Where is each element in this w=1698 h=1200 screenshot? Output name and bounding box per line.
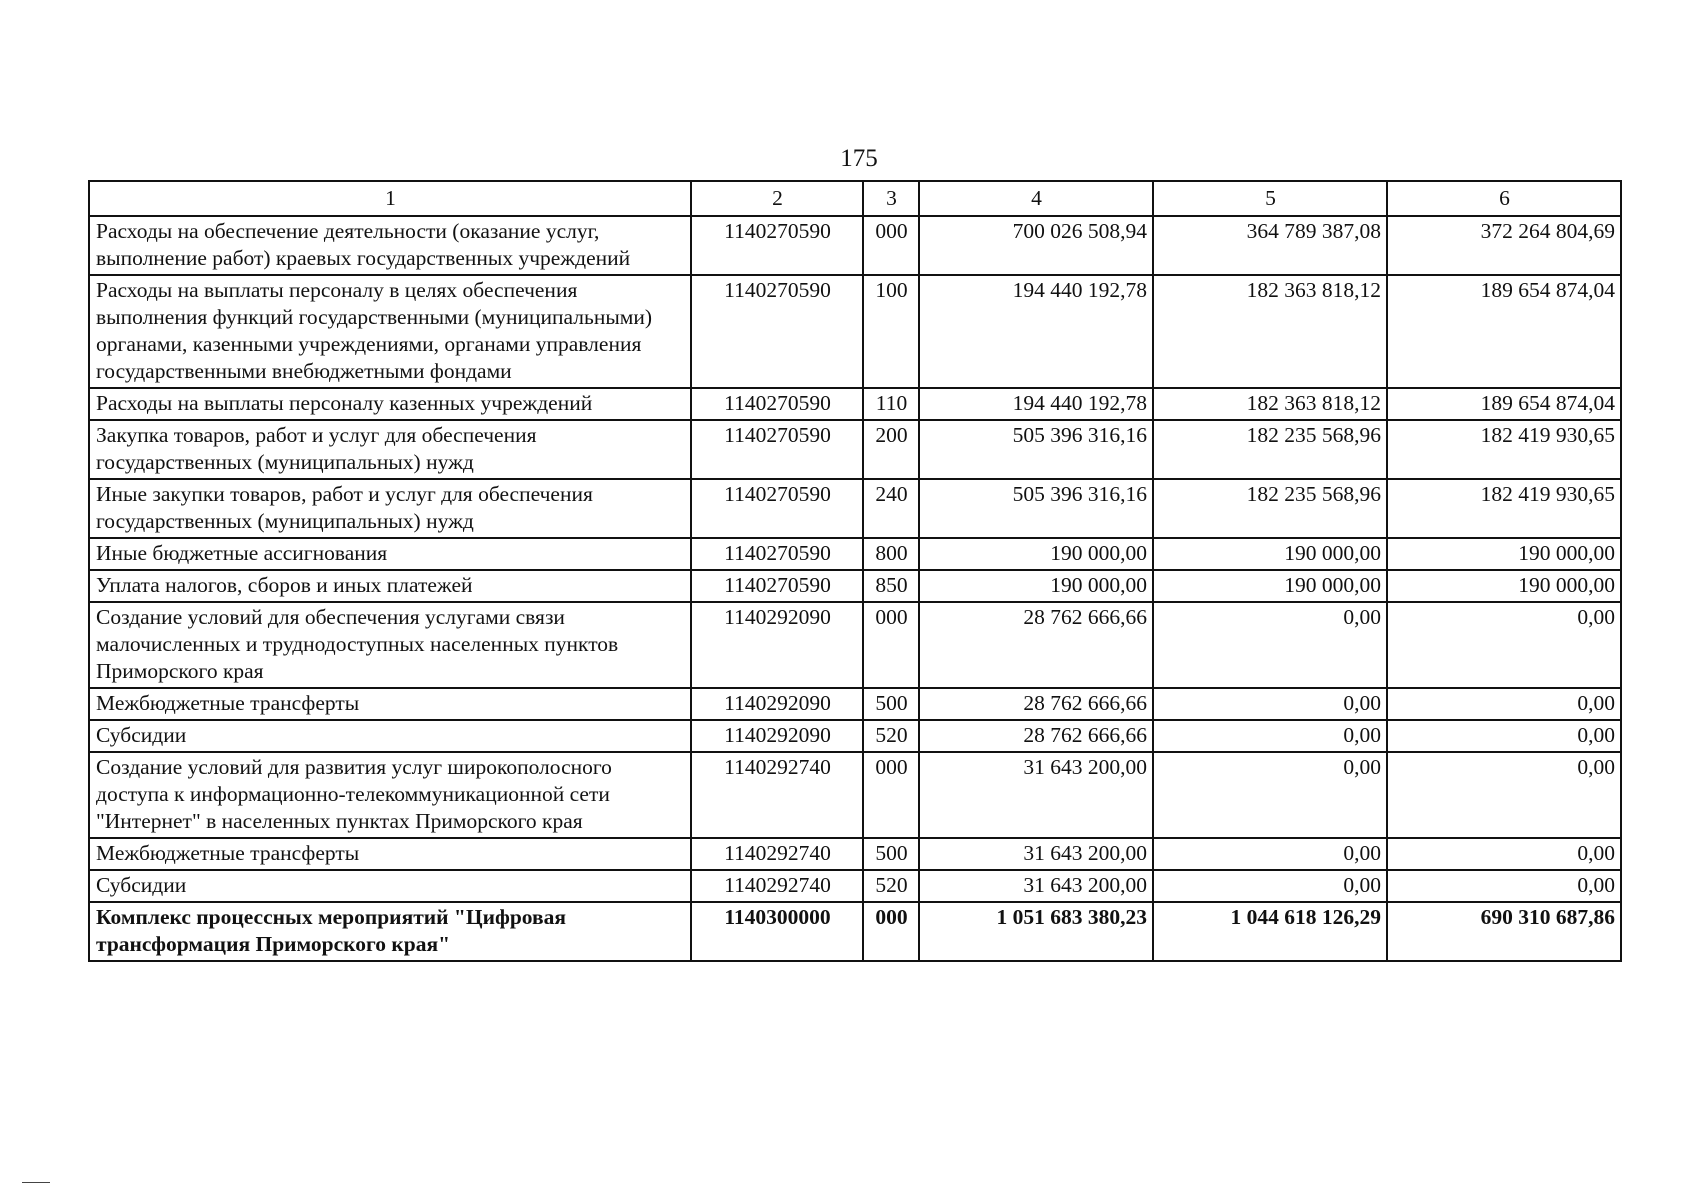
row-type: 500 — [863, 688, 919, 720]
row-value-5: 0,00 — [1153, 720, 1387, 752]
row-value-6: 189 654 874,04 — [1387, 275, 1621, 388]
row-value-5: 1 044 618 126,29 — [1153, 902, 1387, 961]
row-code: 1140292090 — [691, 602, 863, 688]
row-code: 1140270590 — [691, 388, 863, 420]
column-header: 6 — [1387, 181, 1621, 216]
table-row-total — [89, 902, 1621, 961]
column-header: 5 — [1153, 181, 1387, 216]
row-value-4: 194 440 192,78 — [919, 275, 1153, 388]
row-value-6: 0,00 — [1387, 720, 1621, 752]
row-type: 520 — [863, 720, 919, 752]
row-code: 1140292740 — [691, 838, 863, 870]
row-name: Межбюджетные трансферты — [89, 838, 691, 870]
row-value-4: 28 762 666,66 — [919, 688, 1153, 720]
row-value-4: 31 643 200,00 — [919, 838, 1153, 870]
row-value-4: 190 000,00 — [919, 570, 1153, 602]
row-value-6: 0,00 — [1387, 870, 1621, 902]
row-value-6: 182 419 930,65 — [1387, 420, 1621, 479]
row-code: 1140270590 — [691, 216, 863, 275]
row-name: Субсидии — [89, 870, 691, 902]
row-code: 1140270590 — [691, 275, 863, 388]
row-value-5: 182 363 818,12 — [1153, 388, 1387, 420]
row-name: Иные закупки товаров, работ и услуг для обеспечения государственных (муниципальных) нужд — [89, 479, 691, 538]
table-row — [89, 388, 1621, 420]
row-value-5: 0,00 — [1153, 688, 1387, 720]
table-row — [89, 870, 1621, 902]
row-value-6: 690 310 687,86 — [1387, 902, 1621, 961]
scan-edge-mark — [22, 1182, 50, 1183]
row-value-4: 31 643 200,00 — [919, 870, 1153, 902]
row-name: Расходы на выплаты персоналу в целях обеспечения выполнения функций государственными (муниципальными) органами, казенными учреждениями, органами управления государственными внебюджетными фондами — [89, 275, 691, 388]
row-code: 1140270590 — [691, 570, 863, 602]
row-type: 110 — [863, 388, 919, 420]
table-row — [89, 570, 1621, 602]
row-value-4: 28 762 666,66 — [919, 720, 1153, 752]
row-type: 200 — [863, 420, 919, 479]
table-row — [89, 275, 1621, 388]
row-type: 850 — [863, 570, 919, 602]
row-value-5: 182 235 568,96 — [1153, 479, 1387, 538]
row-value-4: 194 440 192,78 — [919, 388, 1153, 420]
row-value-4: 190 000,00 — [919, 538, 1153, 570]
row-code: 1140270590 — [691, 420, 863, 479]
row-type: 000 — [863, 902, 919, 961]
row-name: Субсидии — [89, 720, 691, 752]
table-row — [89, 688, 1621, 720]
row-code: 1140292740 — [691, 870, 863, 902]
table-row — [89, 538, 1621, 570]
column-header: 4 — [919, 181, 1153, 216]
row-value-6: 189 654 874,04 — [1387, 388, 1621, 420]
row-type: 100 — [863, 275, 919, 388]
row-type: 000 — [863, 602, 919, 688]
row-value-6: 182 419 930,65 — [1387, 479, 1621, 538]
row-name: Создание условий для развития услуг широкополосного доступа к информационно-телекоммуникационной сети "Интернет" в населенных пунктах Приморского края — [89, 752, 691, 838]
row-type: 500 — [863, 838, 919, 870]
row-value-4: 28 762 666,66 — [919, 602, 1153, 688]
row-value-6: 0,00 — [1387, 838, 1621, 870]
row-value-5: 0,00 — [1153, 838, 1387, 870]
row-code: 1140292090 — [691, 688, 863, 720]
row-code: 1140270590 — [691, 479, 863, 538]
row-value-4: 31 643 200,00 — [919, 752, 1153, 838]
table-row — [89, 720, 1621, 752]
row-name: Расходы на выплаты персоналу казенных учреждений — [89, 388, 691, 420]
row-name: Создание условий для обеспечения услугами связи малочисленных и труднодоступных населенных пунктов Приморского края — [89, 602, 691, 688]
row-type: 240 — [863, 479, 919, 538]
row-code: 1140300000 — [691, 902, 863, 961]
row-type: 000 — [863, 216, 919, 275]
row-type: 520 — [863, 870, 919, 902]
row-value-5: 0,00 — [1153, 602, 1387, 688]
row-name: Межбюджетные трансферты — [89, 688, 691, 720]
row-code: 1140292090 — [691, 720, 863, 752]
budget-table — [88, 180, 1622, 962]
row-code: 1140292740 — [691, 752, 863, 838]
row-code: 1140270590 — [691, 538, 863, 570]
row-value-4: 1 051 683 380,23 — [919, 902, 1153, 961]
row-value-6: 0,00 — [1387, 688, 1621, 720]
row-value-5: 182 235 568,96 — [1153, 420, 1387, 479]
row-value-5: 364 789 387,08 — [1153, 216, 1387, 275]
row-name: Расходы на обеспечение деятельности (оказание услуг, выполнение работ) краевых государственных учреждений — [89, 216, 691, 275]
table-row — [89, 420, 1621, 479]
row-value-4: 700 026 508,94 — [919, 216, 1153, 275]
row-value-6: 0,00 — [1387, 752, 1621, 838]
row-type: 000 — [863, 752, 919, 838]
row-name: Иные бюджетные ассигнования — [89, 538, 691, 570]
row-value-6: 190 000,00 — [1387, 570, 1621, 602]
column-header: 1 — [89, 181, 691, 216]
row-value-5: 190 000,00 — [1153, 570, 1387, 602]
row-value-4: 505 396 316,16 — [919, 479, 1153, 538]
row-value-6: 372 264 804,69 — [1387, 216, 1621, 275]
table-body — [89, 216, 1621, 961]
row-name: Уплата налогов, сборов и иных платежей — [89, 570, 691, 602]
table-header — [89, 181, 1621, 216]
page-number: 175 — [840, 145, 878, 172]
row-value-6: 0,00 — [1387, 602, 1621, 688]
header-row — [89, 181, 1621, 216]
row-type: 800 — [863, 538, 919, 570]
row-value-6: 190 000,00 — [1387, 538, 1621, 570]
table-row — [89, 602, 1621, 688]
row-value-5: 0,00 — [1153, 752, 1387, 838]
row-value-5: 190 000,00 — [1153, 538, 1387, 570]
row-name: Закупка товаров, работ и услуг для обеспечения государственных (муниципальных) нужд — [89, 420, 691, 479]
table-row — [89, 479, 1621, 538]
row-name: Комплекс процессных мероприятий "Цифровая трансформация Приморского края" — [89, 902, 691, 961]
table-row — [89, 752, 1621, 838]
table-row — [89, 838, 1621, 870]
column-header: 3 — [863, 181, 919, 216]
column-header: 2 — [691, 181, 863, 216]
row-value-5: 182 363 818,12 — [1153, 275, 1387, 388]
row-value-5: 0,00 — [1153, 870, 1387, 902]
row-value-4: 505 396 316,16 — [919, 420, 1153, 479]
table-row — [89, 216, 1621, 275]
